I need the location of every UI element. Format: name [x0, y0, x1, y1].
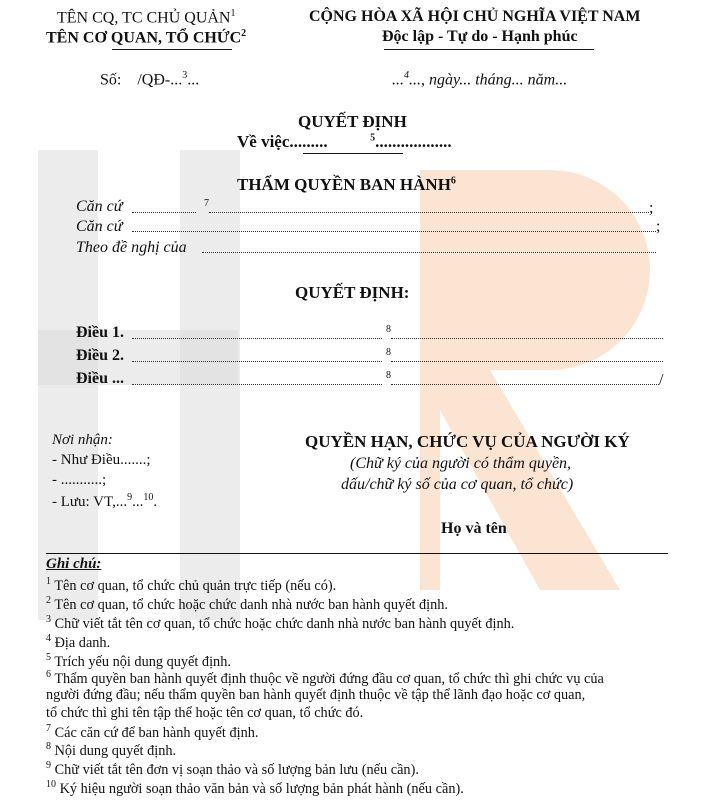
decision-title: QUYẾT ĐỊNH	[298, 112, 407, 131]
decide-heading: QUYẾT ĐỊNH:	[295, 283, 410, 302]
article-3-label: Điều ...	[76, 370, 124, 387]
subject-line: Về việc......... $^5$..................	[237, 132, 452, 151]
note-item: $^{10}$ Ký hiệu người soạn thảo văn bản và số lượng bản phát hành (nếu cần).	[46, 779, 464, 797]
authority-title: THẨM QUYỀN BAN HÀNH$^6$	[237, 175, 456, 194]
signer-name: Họ và tên	[441, 520, 507, 537]
basis-1-label: Căn cứ	[76, 198, 123, 215]
org-name: TÊN CƠ QUAN, TỔ CHỨC$^2$	[46, 28, 247, 47]
notes-divider	[46, 553, 668, 554]
article-1-label: Điều 1.	[76, 324, 124, 341]
note-item: $^7$ Các căn cứ để ban hành quyết định.	[46, 723, 259, 741]
note-item: $^9$ Chữ viết tắt tên đơn vị soạn thảo và số lượng bản lưu (nếu cần).	[46, 760, 419, 778]
recipients-label: Nơi nhận:	[52, 432, 113, 448]
notes-title: Ghi chú:	[46, 556, 102, 572]
recipient-1: - Như Điều.......;	[52, 452, 151, 468]
note-item: $^2$ Tên cơ quan, tổ chức hoặc chức danh nhà nước ban hành quyết định.	[46, 595, 449, 613]
place-date: ...$^4$..., ngày... tháng... năm...	[392, 70, 568, 89]
article-3-dots: $^8$ /	[132, 370, 663, 389]
signer-note-1: (Chữ ký của người có thẩm quyền,	[350, 455, 572, 472]
basis-2-label: Căn cứ	[76, 218, 123, 235]
signer-note-2: dấu/chữ ký số của cơ quan, tổ chức)	[341, 476, 574, 493]
proposal-dots	[202, 239, 656, 257]
recipient-2: - ...........;	[52, 472, 107, 488]
note-item: người đứng đầu; nếu thẩm quyền ban hành quyết định thuộc về tập thể lãnh đạo hoặc cơ quan,	[46, 687, 586, 703]
org-parent: TÊN CQ, TC CHỦ QUẢN$^1$	[57, 8, 236, 27]
note-item: $^5$ Trích yếu nội dung quyết định.	[46, 652, 231, 670]
signer-position: QUYỀN HẠN, CHỨC VỤ CỦA NGƯỜI KÝ	[305, 432, 630, 451]
note-item: $^4$ Địa danh.	[46, 633, 111, 651]
note-item: $^6$ Thẩm quyền ban hành quyết định thuộc về người đứng đầu cơ quan, tổ chức thì ghi chức vụ của	[46, 669, 604, 687]
note-item: $^1$ Tên cơ quan, tổ chức chủ quản trực tiếp (nếu có).	[46, 576, 337, 594]
proposal-label: Theo đề nghị của	[76, 239, 187, 256]
basis-2-dots: ;	[132, 218, 660, 236]
nation-title: CỘNG HÒA XÃ HỘI CHỦ NGHĨA VIỆT NAM	[309, 8, 641, 25]
document-number: Số: /QĐ-...$^3$...	[100, 70, 200, 89]
org-underline	[112, 49, 232, 50]
basis-1-dots: $^7$ ;	[132, 198, 653, 217]
article-2-dots: 8	[132, 347, 663, 366]
note-item: tổ chức thì ghi tên tập thể hoặc tên cơ quan, tổ chức đó.	[46, 705, 364, 721]
article-2-label: Điều 2.	[76, 347, 124, 364]
article-1-dots: 8	[132, 324, 663, 343]
recipient-archive: - Lưu: VT,...$^9$...$^{10}$.	[52, 492, 158, 510]
note-item: $^3$ Chữ viết tắt tên cơ quan, tổ chức hoặc chức danh nhà nước ban hành quyết định.	[46, 614, 515, 632]
note-item: $^8$ Nội dung quyết định.	[46, 741, 177, 759]
motto: Độc lập - Tự do - Hạnh phúc	[382, 28, 578, 45]
subject-underline	[303, 153, 403, 154]
motto-underline	[384, 49, 594, 50]
